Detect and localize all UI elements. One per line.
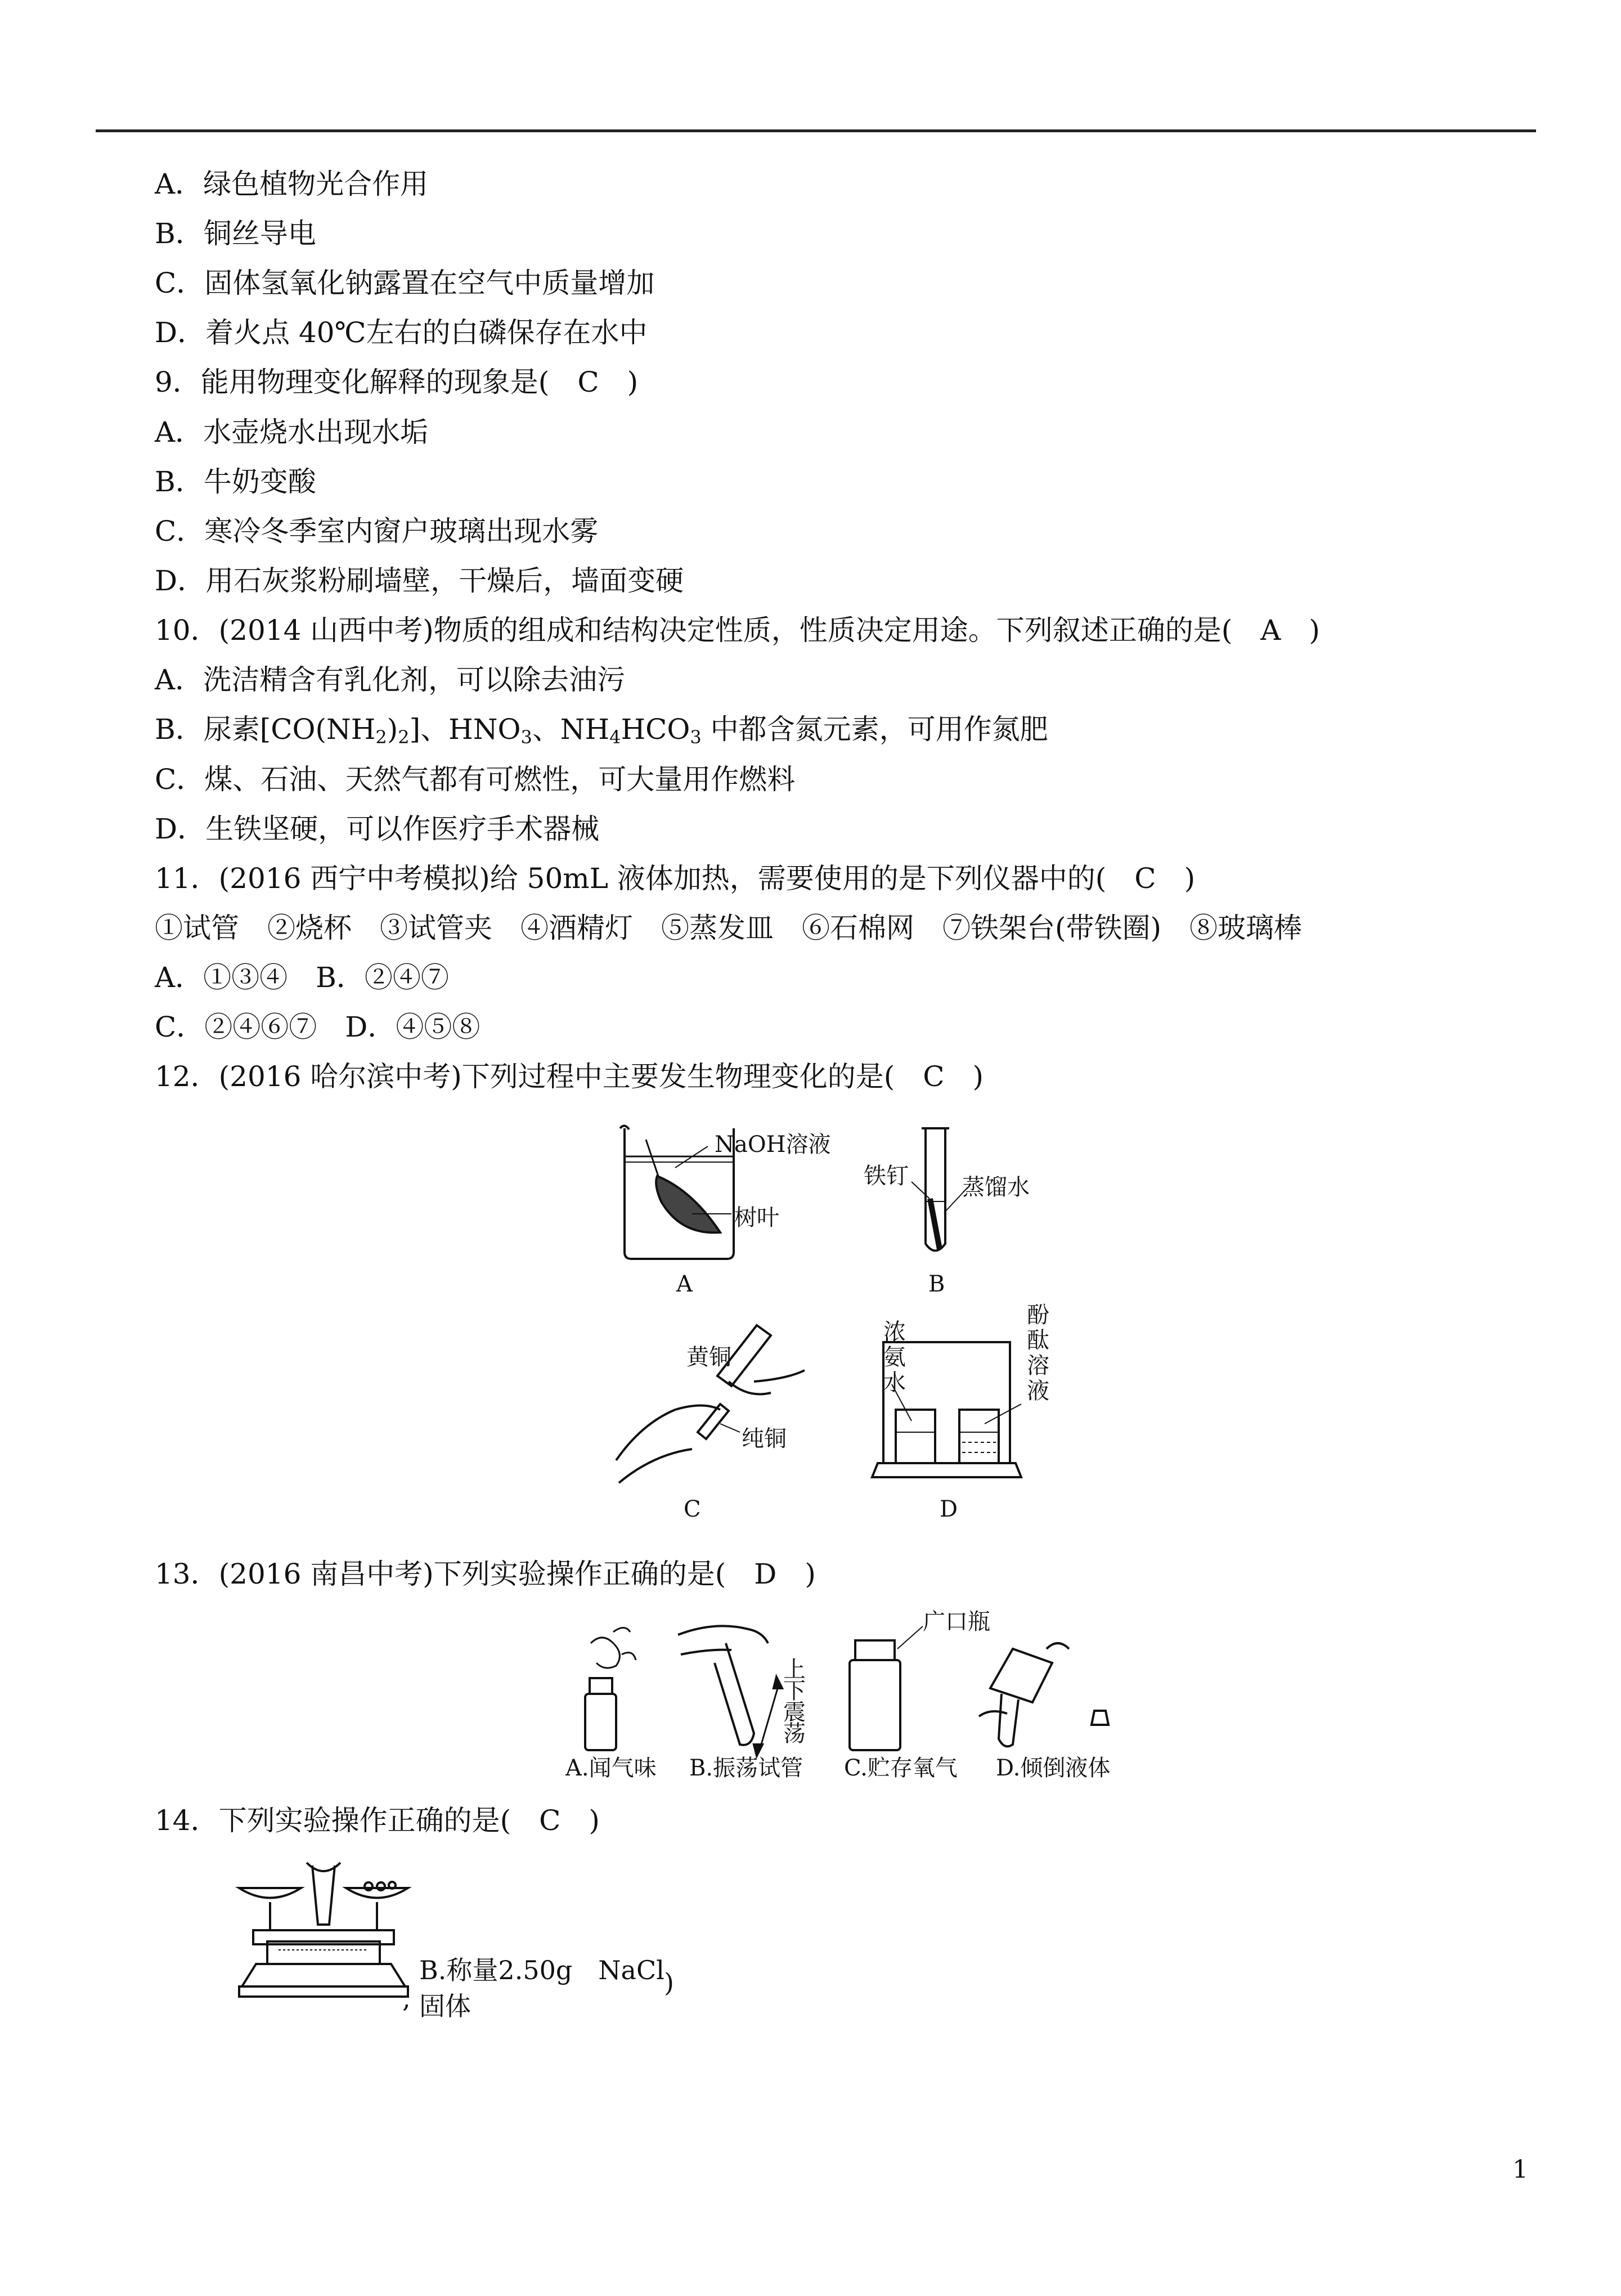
q10-option-b: B．尿素$[CO(NH_2)_2]$、$HNO_3$、$NH_4HCO_3$ 中都含氮元素，可用作氮肥	[155, 713, 1048, 748]
q13-caption-c: C.贮存氧气	[844, 1755, 958, 1781]
wide-mouth-bottle-figure	[850, 1626, 923, 1750]
q10-option-a: A．洗洁精含有乳化剂，可以除去油污	[155, 663, 626, 696]
ammonia-label-2: 氨	[883, 1344, 906, 1370]
shake-tube-figure	[678, 1626, 782, 1756]
q14-option-b-label: B.称量2.50g NaCl	[419, 1955, 664, 1985]
q13-caption-d: D.倾倒液体	[996, 1755, 1111, 1781]
bottle-label: 广口瓶	[923, 1609, 990, 1635]
q10-stem: 10．(2014 山西中考)物质的组成和结构决定性质，性质决定用途。下列叙述正确的是( A )	[155, 614, 1320, 647]
shake-char-1: 上	[783, 1657, 806, 1683]
q13-caption-b: B.振荡试管	[689, 1755, 803, 1781]
q14-option-b-label-2: 固体	[419, 1991, 471, 2021]
q8-option-a: A．绿色植物光合作用	[155, 168, 429, 200]
shake-char-3: 震	[783, 1699, 806, 1725]
copper-label: 纯铜	[742, 1426, 787, 1452]
q9-stem: 9．能用物理变化解释的现象是( C )	[155, 366, 639, 398]
phenol-label-3: 溶	[1027, 1353, 1049, 1379]
q11-options-cd: C．②④⑥⑦ D．④⑤⑧	[155, 1011, 481, 1043]
q14-stem: 14．下列实验操作正确的是( C )	[155, 1804, 600, 1837]
leaf-label: 树叶	[734, 1205, 779, 1231]
fig12-label-b: B	[928, 1271, 945, 1297]
header-rule	[96, 129, 1536, 132]
ammonia-label-1: 浓	[883, 1319, 906, 1345]
nail-label: 铁钉	[864, 1163, 909, 1189]
q10-option-c: C．煤、石油、天然气都有可燃性，可大量用作燃料	[155, 763, 796, 796]
q12-figure	[608, 1117, 1114, 1539]
fig12-label-a: A	[676, 1271, 693, 1297]
pour-liquid-figure	[979, 1643, 1108, 1746]
q14-comma: ,	[402, 1983, 411, 2014]
water-label: 蒸馏水	[962, 1174, 1030, 1200]
page-number: 1	[1512, 2155, 1528, 2184]
test-tube-nail-figure	[911, 1128, 968, 1251]
phenol-label-1: 酚	[1027, 1302, 1049, 1328]
fig12-label-c: C	[684, 1496, 701, 1522]
phenol-label-4: 液	[1027, 1378, 1049, 1404]
balance-figure	[234, 1857, 419, 2003]
q8-option-b: B．铜丝导电	[155, 217, 316, 250]
q12-stem: 12．(2016 哈尔滨中考)下列过程中主要发生物理变化的是( C )	[155, 1060, 984, 1093]
q13-stem: 13．(2016 南昌中考)下列实验操作正确的是( D )	[155, 1558, 816, 1590]
q11-instruments: ①试管 ②烧杯 ③试管夹 ④酒精灯 ⑤蒸发皿 ⑥石棉网 ⑦铁架台(带铁圈) ⑧玻璃棒	[155, 912, 1303, 944]
shake-char-2: 下	[783, 1678, 806, 1704]
q13-caption-a: A.闻气味	[565, 1755, 657, 1781]
smell-figure	[585, 1628, 636, 1751]
q8-option-d: D．着火点 40℃左右的白磷保存在水中	[155, 316, 648, 349]
phenol-label-2: 酞	[1027, 1328, 1049, 1353]
shake-char-4: 荡	[783, 1721, 806, 1747]
q9-option-a: A．水壶烧水出现水垢	[155, 416, 429, 449]
q10-option-d: D．生铁坚硬，可以作医疗手术器械	[155, 813, 600, 845]
q11-options-ab: A．①③④ B．②④⑦	[155, 961, 449, 994]
q14-close-paren: )	[664, 1967, 674, 1998]
naoh-label: NaOH溶液	[715, 1132, 831, 1158]
q8-option-c: C．固体氢氧化钠露置在空气中质量增加	[155, 267, 655, 299]
ammonia-label-3: 水	[883, 1370, 906, 1396]
q11-stem: 11．(2016 西宁中考模拟)给 50mL 液体加热，需要使用的是下列仪器中的( C )	[155, 862, 1196, 895]
q9-option-c: C．寒冷冬季室内窗户玻璃出现水雾	[155, 515, 599, 548]
q13-figure	[563, 1609, 1137, 1784]
q9-option-b: B．牛奶变酸	[155, 465, 316, 498]
fig12-label-d: D	[940, 1496, 958, 1522]
q9-option-d: D．用石灰浆粉刷墙壁，干燥后，墙面变硬	[155, 564, 684, 597]
brass-label: 黄铜	[686, 1344, 731, 1370]
